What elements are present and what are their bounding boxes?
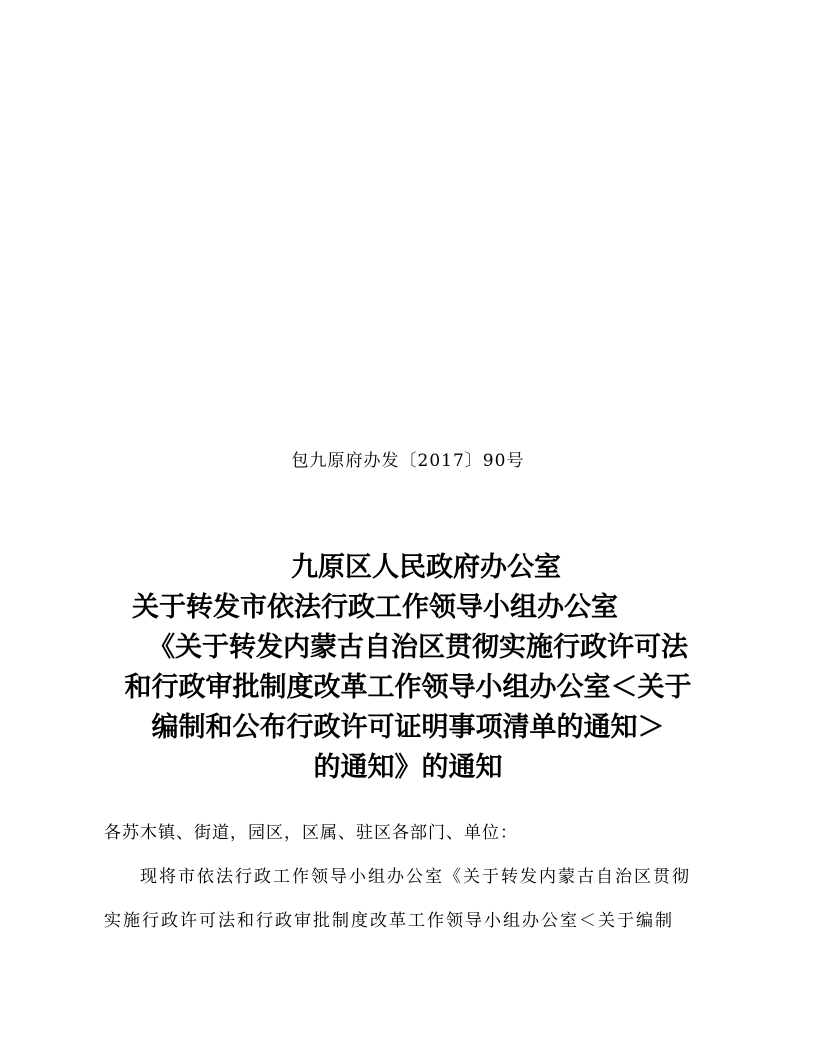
title-line-5: 编制和公布行政许可证明事项清单的通知＞: [151, 712, 665, 743]
title-line-6: 的通知》的通知: [313, 752, 503, 783]
salutation: 各苏木镇、街道，园区，区属、驻区各部门、单位：: [104, 823, 518, 843]
document-number: 包九原府办发〔2017〕90号: [291, 451, 525, 471]
title-line-4: 和行政审批制度改革工作领导小组办公室＜关于: [124, 672, 692, 703]
body-line-2: 实施行政许可法和行政审批制度改革工作领导小组办公室＜关于编制: [104, 911, 674, 931]
title-line-3: 《关于转发内蒙古自治区贯彻实施行政许可法: [148, 632, 688, 663]
title-line-1: 九原区人民政府办公室: [291, 552, 561, 583]
body-line-1: 现将市依法行政工作领导小组办公室《关于转发内蒙古自治区贯彻: [140, 867, 691, 887]
title-line-2: 关于转发市依法行政工作领导小组办公室: [132, 592, 618, 623]
document-title: [0, 548, 816, 788]
